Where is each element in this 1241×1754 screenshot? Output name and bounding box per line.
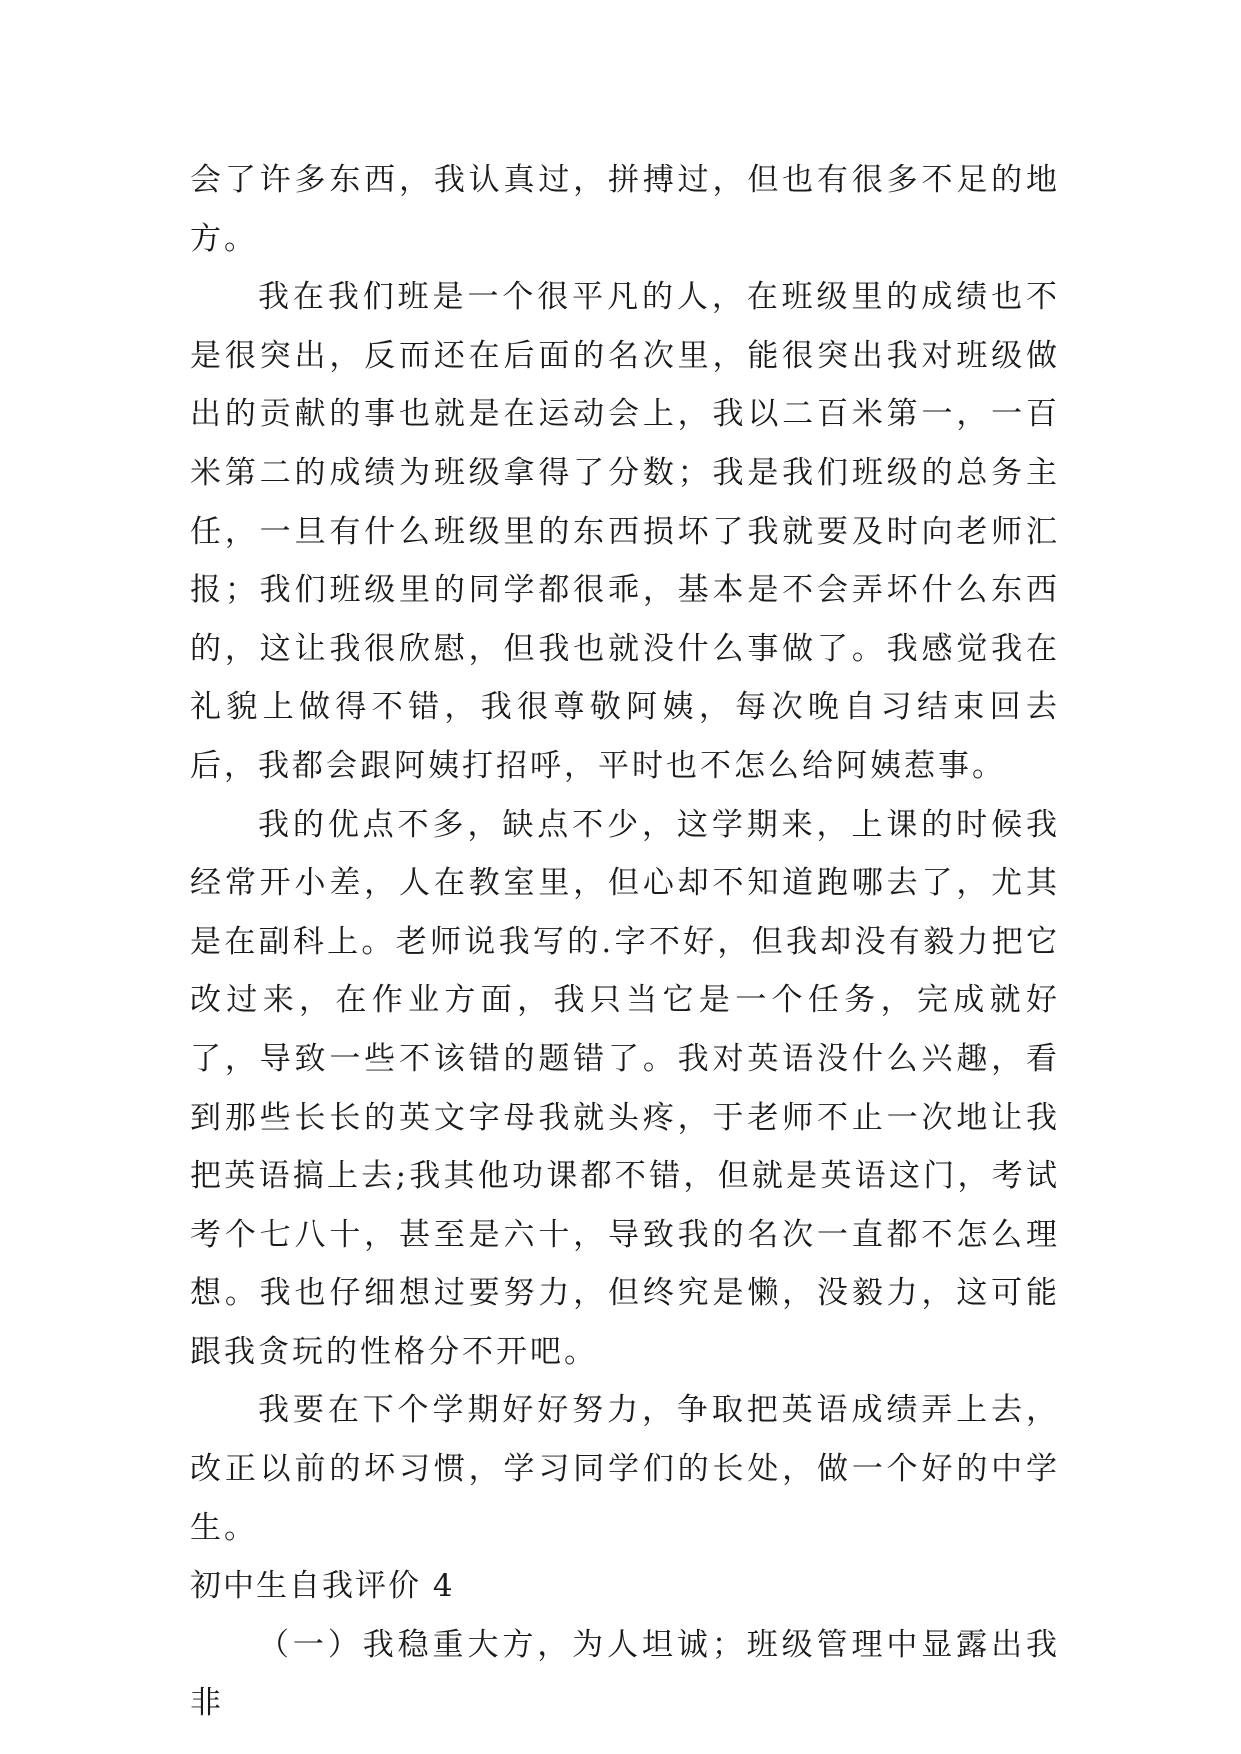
paragraph-strengths-weaknesses: 我的优点不多，缺点不少，这学期来，上课的时候我经常开小差，人在教室里，但心却不知道跑哪去了，尤其是在副科上。老师说我写的.字不好，但我却没有毅力把它改过来，在作业方面，我只当它是一个任务，完成就好了，导致一些不该错的题错了。我对英语没什么兴趣，看到那些长长的英文字母我就头疼，于老师不止一次地让我把英语搞上去;我其他功课都不错，但就是英语这门，考试考个七八十，甚至是六十，导致我的名次一直都不怎么理想。我也仔细想过要努力，但终究是懒，没毅力，这可能跟我贪玩的性格分不开吧。 — [190, 806, 1060, 1370]
paragraph-class-contribution: 我在我们班是一个很平凡的人，在班级里的成绩也不是很突出，反而还在后面的名次里，能很突出我对班级做出的贡献的事也就是在运动会上，我以二百米第一，一百米第二的成绩为班级拿得了分数；我是我们班级的总务主任，一旦有什么班级里的东西损坏了我就要及时向老师汇报；我们班级里的同学都很乖，基本是不会弄坏什么东西的，这让我很欣慰，但我也就没什么事做了。我感觉我在礼貌上做得不错，我很尊敬阿姨，每次晚自习结束回去后，我都会跟阿姨打招呼，平时也不怎么给阿姨惹事。 — [190, 279, 1060, 784]
section-heading: 初中生自我评价 4 — [190, 1568, 455, 1605]
paragraph-future-goals: 我要在下个学期好好努力，争取把英语成绩弄上去，改正以前的坏习惯，学习同学们的长处，做一个好的中学生。 — [190, 1392, 1060, 1546]
document-body — [190, 151, 1060, 1733]
paragraph-section-start: （一）我稳重大方，为人坦诚；班级管理中显露出我非 — [190, 1626, 1060, 1722]
paragraph-continuation: 会了许多东西，我认真过，拼搏过，但也有很多不足的地方。 — [190, 162, 1060, 257]
